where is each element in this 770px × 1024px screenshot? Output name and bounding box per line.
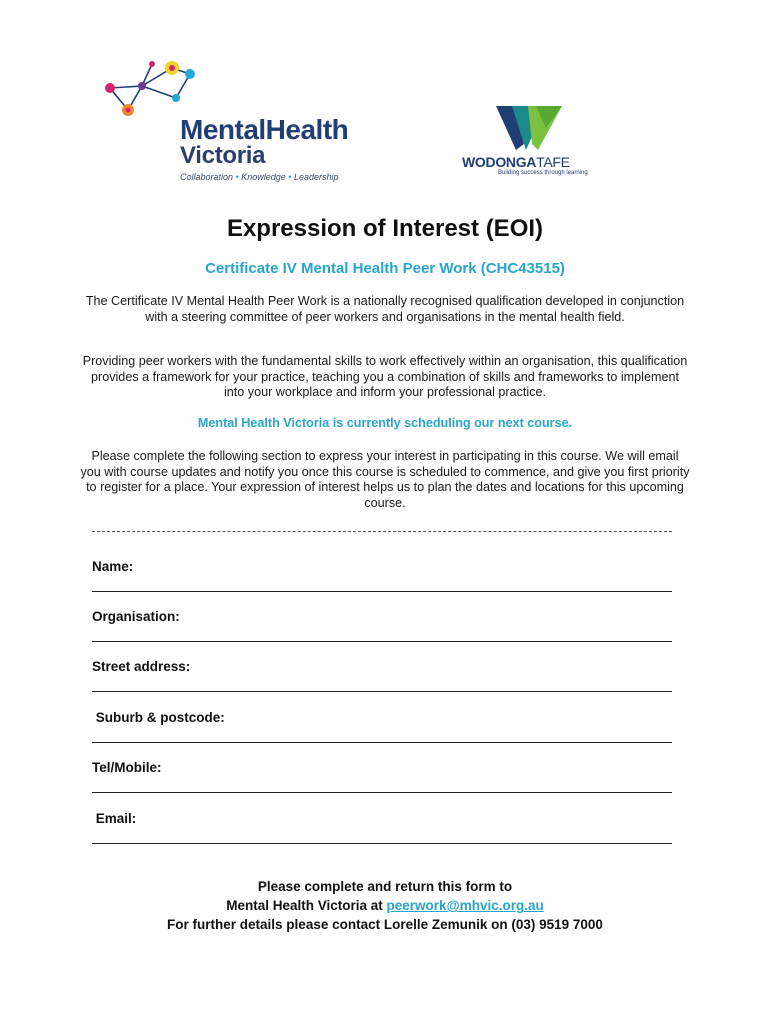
tagline-word: Leadership — [293, 172, 339, 182]
email-field[interactable] — [92, 811, 672, 851]
instructions-paragraph: Please complete the following section to express your interest in participating in this course. We will email you with course updates and notify you once this course is scheduled to commence, and give you first priority to register for a place. Your expression of interest helps us to plan the dates and locations for this upcoming course. — [80, 449, 690, 510]
scheduling-notice: Mental Health Victoria is currently scheduling our next course. — [197, 416, 573, 430]
mhv-logo-name-line1: MentalHealth — [180, 114, 349, 145]
footer-line-1: Please complete and return this form to — [257, 879, 513, 894]
description-paragraph: Providing peer workers with the fundamental skills to work effectively within an organisation, this qualification provides a framework for your practice, teaching you a combination of skills and frameworks to implement into your workplace and inform your professional practice. — [82, 354, 688, 399]
course-subtitle: Certificate IV Mental Health Peer Work (CHC43515) — [205, 260, 565, 277]
tagline-separator: • — [235, 172, 239, 182]
page-title: Expression of Interest (EOI) — [226, 215, 544, 242]
intro-paragraph: The Certificate IV Mental Health Peer Work is a nationally recognised qualification developed in conjunction with a steering committee of peer workers and organisations in the mental health field. — [85, 294, 685, 324]
tagline-word: Collaboration — [180, 172, 234, 182]
footer-line-3: For further details please contact Lorelle Zemunik on (03) 9519 7000 — [167, 917, 603, 932]
street-address-underline — [92, 691, 672, 692]
tel-mobile-label: Tel/Mobile: — [92, 760, 162, 775]
street-address-label: Street address: — [92, 659, 191, 674]
name-label: Name: — [92, 559, 134, 574]
wodonga-tafe-logo — [462, 104, 592, 182]
network-nodes-icon — [98, 58, 208, 122]
wodonga-name-light: TAFE — [536, 154, 570, 170]
wodonga-logo-name — [462, 154, 592, 170]
email-underline — [92, 843, 672, 844]
organisation-field[interactable] — [92, 609, 672, 649]
wodonga-name-bold: WODONGA — [462, 154, 537, 170]
mhv-logo-name-line2: Victoria — [180, 142, 266, 169]
wodonga-logo-tagline: Building success through learning — [498, 170, 588, 176]
email-label: Email: — [92, 811, 137, 826]
tel-mobile-underline — [92, 792, 672, 793]
name-underline — [92, 591, 672, 592]
wodonga-w-icon — [462, 104, 592, 152]
name-field[interactable] — [92, 559, 672, 599]
street-address-field[interactable] — [92, 659, 672, 699]
tagline-word: Knowledge — [241, 172, 286, 182]
organisation-underline — [92, 641, 672, 642]
footer-line-2-prefix: Mental Health Victoria at — [226, 898, 387, 913]
tagline-separator: • — [288, 172, 292, 182]
suburb-postcode-label: Suburb & postcode: — [92, 710, 225, 725]
contact-email-link[interactable]: peerwork@mhvic.org.au — [386, 898, 544, 913]
mhv-logo-tagline — [180, 172, 339, 182]
tel-mobile-field[interactable] — [92, 760, 672, 800]
footer-line-2 — [80, 896, 690, 915]
suburb-postcode-underline — [92, 742, 672, 743]
return-instructions — [80, 877, 690, 934]
mental-health-victoria-logo — [98, 58, 360, 182]
suburb-postcode-field[interactable] — [92, 710, 672, 750]
organisation-label: Organisation: — [92, 609, 180, 624]
section-divider — [92, 531, 672, 532]
